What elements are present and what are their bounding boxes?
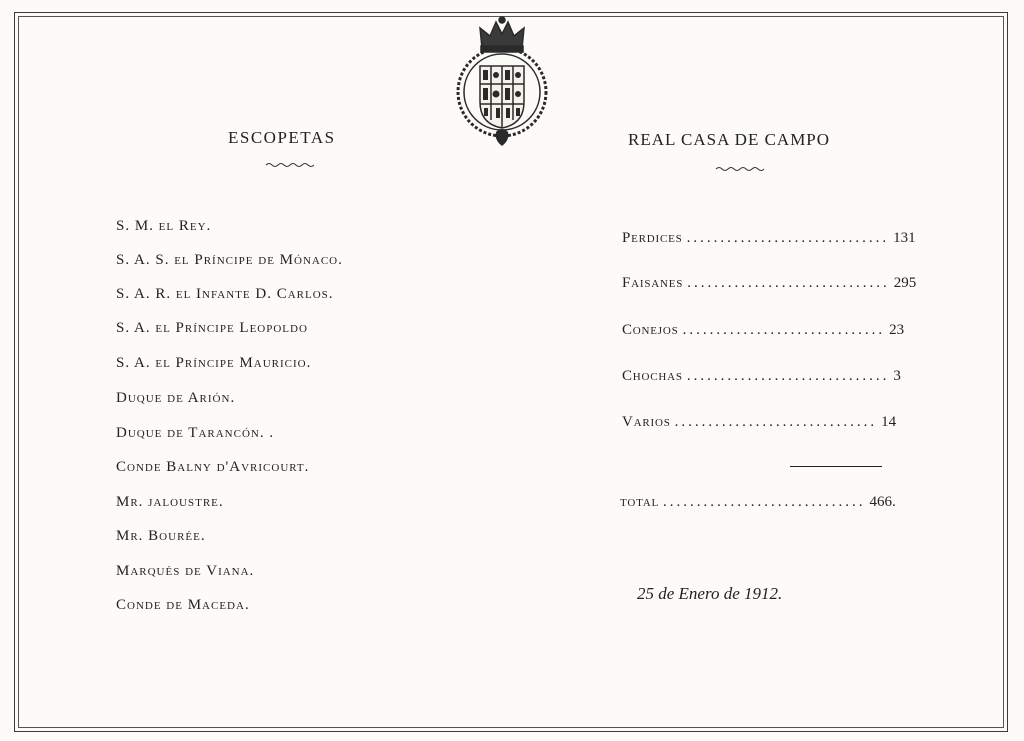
game-tally-row: Perdices .............................. 131 <box>622 230 916 246</box>
guest-entry: Marqués de Viana. <box>116 563 255 579</box>
game-count: 23 <box>889 322 905 338</box>
game-tally-row: Chochas .............................. 3 <box>622 368 901 384</box>
game-label: Faisanes <box>622 275 684 291</box>
game-count: 14 <box>881 414 897 430</box>
shooters-heading: ESCOPETAS <box>228 128 336 147</box>
estate-heading: REAL CASA DE CAMPO <box>628 130 831 149</box>
game-label: Varios <box>622 414 671 430</box>
game-tally-row: Conejos .............................. 23 <box>622 322 905 338</box>
flourish-divider <box>716 166 764 172</box>
guest-entry: Mr. jaloustre. <box>116 494 224 510</box>
total-rule <box>790 466 882 467</box>
game-label: Perdices <box>622 230 683 246</box>
guest-entry: Conde Balny d'Avricourt. <box>116 459 310 475</box>
game-label: Chochas <box>622 368 683 384</box>
royal-coat-of-arms-icon <box>452 14 552 150</box>
total-row: total .............................. 466. <box>620 494 896 510</box>
game-count: 3 <box>893 368 901 384</box>
game-count: 131 <box>893 230 916 246</box>
guest-entry: S. A. S. el Príncipe de Mónaco. <box>116 252 343 268</box>
event-date: 25 de Enero de 1912. <box>637 584 783 603</box>
guest-entry: Duque de Tarancón. . <box>116 425 275 441</box>
game-count: 295 <box>893 275 917 291</box>
guest-entry: Conde de Maceda. <box>116 597 250 613</box>
game-tally-row: Faisanes .............................. 295 <box>622 275 917 291</box>
guest-entry: S. A. el Príncipe Leopoldo <box>116 320 308 336</box>
total-label: total <box>620 494 659 510</box>
game-tally-row: Varios .............................. 14 <box>622 414 897 430</box>
guest-entry: S. M. el Rey. <box>116 218 212 234</box>
flourish-divider <box>266 162 314 168</box>
guest-entry: S. A. el Príncipe Mauricio. <box>116 355 312 371</box>
guest-entry: Mr. Bourée. <box>116 528 206 544</box>
game-label: Conejos <box>622 322 679 338</box>
total-value: 466. <box>869 494 896 510</box>
guest-entry: Duque de Arión. <box>116 390 236 406</box>
guest-entry: S. A. R. el Infante D. Carlos. <box>116 286 334 302</box>
